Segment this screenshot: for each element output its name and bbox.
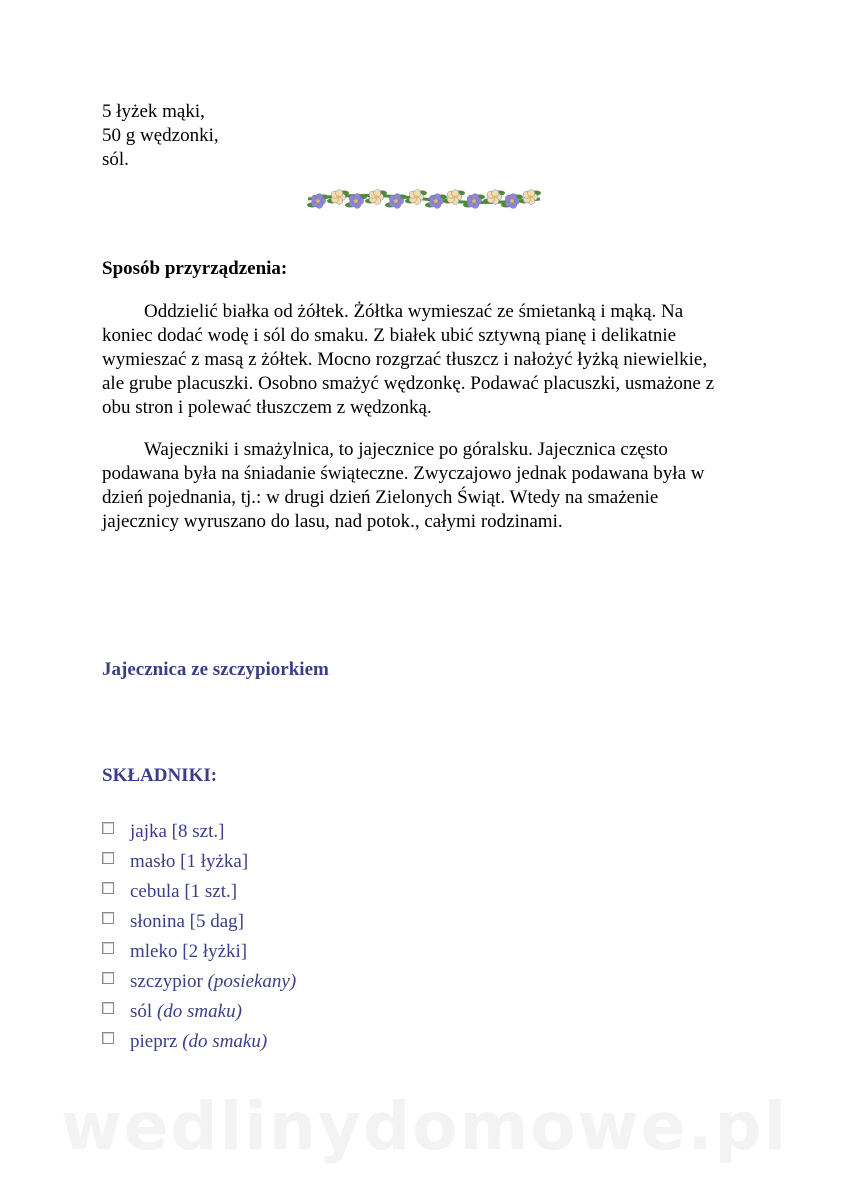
watermark-text: wedlinydomowe.pl [60, 1088, 789, 1165]
flower-garland-divider-icon [304, 184, 544, 214]
list-item [102, 850, 296, 880]
list-item [102, 940, 296, 970]
ingredient-name: cebula [1 szt.] [130, 881, 238, 902]
ingredient-name: szczypior [130, 971, 203, 992]
list-item [102, 1030, 296, 1060]
checkbox-icon[interactable] [102, 1002, 114, 1014]
paragraph-line: jajecznicy wyruszano do lasu, nad potok., całymi rodzinami. [102, 511, 563, 532]
checkbox-icon[interactable] [102, 972, 114, 984]
ingredient-note: (do smaku) [156, 1001, 242, 1022]
paragraph-line: koniec dodać wodę i sól do smaku. Z białek ubić sztywną pianę i delikatnie [102, 325, 677, 346]
ingredients-heading: SKŁADNIKI: [102, 765, 218, 786]
list-item [102, 1000, 296, 1030]
paragraph-line: Oddzielić białka od żółtek. Żółtka wymieszać ze śmietanką i mąką. Na [144, 301, 684, 322]
checkbox-icon[interactable] [102, 882, 114, 894]
checkbox-icon[interactable] [102, 912, 114, 924]
list-item [102, 820, 296, 850]
paragraph-line: ale grube placuszki. Osobno smażyć wędzonkę. Podawać placuszki, usmażone z [102, 373, 715, 394]
ingredient-line: sól. [102, 149, 129, 170]
paragraph-line: Wajeczniki i smażylnica, to jajecznice po góralsku. Jajecznica często [144, 439, 668, 460]
recipe-title: Jajecznica ze szczypiorkiem [102, 659, 329, 680]
paragraph-line: dzień pojednania, tj.: w drugi dzień Zielonych Świąt. Wtedy na smażenie [102, 487, 659, 508]
ingredient-name: sól [130, 1001, 153, 1022]
ingredient-note: (do smaku) [182, 1031, 268, 1052]
method-heading: Sposób przyrządzenia: [102, 258, 288, 279]
ingredient-line: 50 g wędzonki, [102, 125, 219, 146]
checkbox-icon[interactable] [102, 942, 114, 954]
ingredient-name: mleko [2 łyżki] [130, 941, 248, 962]
ingredients-continued [102, 100, 219, 172]
ingredient-note: (posiekany) [207, 971, 297, 992]
method-paragraph [102, 300, 742, 420]
checkbox-icon[interactable] [102, 822, 114, 834]
ingredients-list [102, 820, 296, 1060]
ingredient-name: pieprz [130, 1031, 178, 1052]
ingredient-name: masło [1 łyżka] [130, 851, 249, 872]
list-item [102, 880, 296, 910]
list-item [102, 970, 296, 1000]
history-paragraph [102, 438, 742, 534]
list-item [102, 910, 296, 940]
checkbox-icon[interactable] [102, 852, 114, 864]
paragraph-line: podawana była na śniadanie świąteczne. Zwyczajowo jednak podawana była w [102, 463, 705, 484]
ingredient-name: jajka [8 szt.] [130, 821, 225, 842]
ingredient-name: słonina [5 dag] [130, 911, 244, 932]
checkbox-icon[interactable] [102, 1032, 114, 1044]
paragraph-line: wymieszać z masą z żółtek. Mocno rozgrzać tłuszcz i nałożyć łyżką niewielkie, [102, 349, 708, 370]
paragraph-line: obu stron i polewać tłuszczem z wędzonką. [102, 397, 432, 418]
ingredient-line: 5 łyżek mąki, [102, 101, 205, 122]
